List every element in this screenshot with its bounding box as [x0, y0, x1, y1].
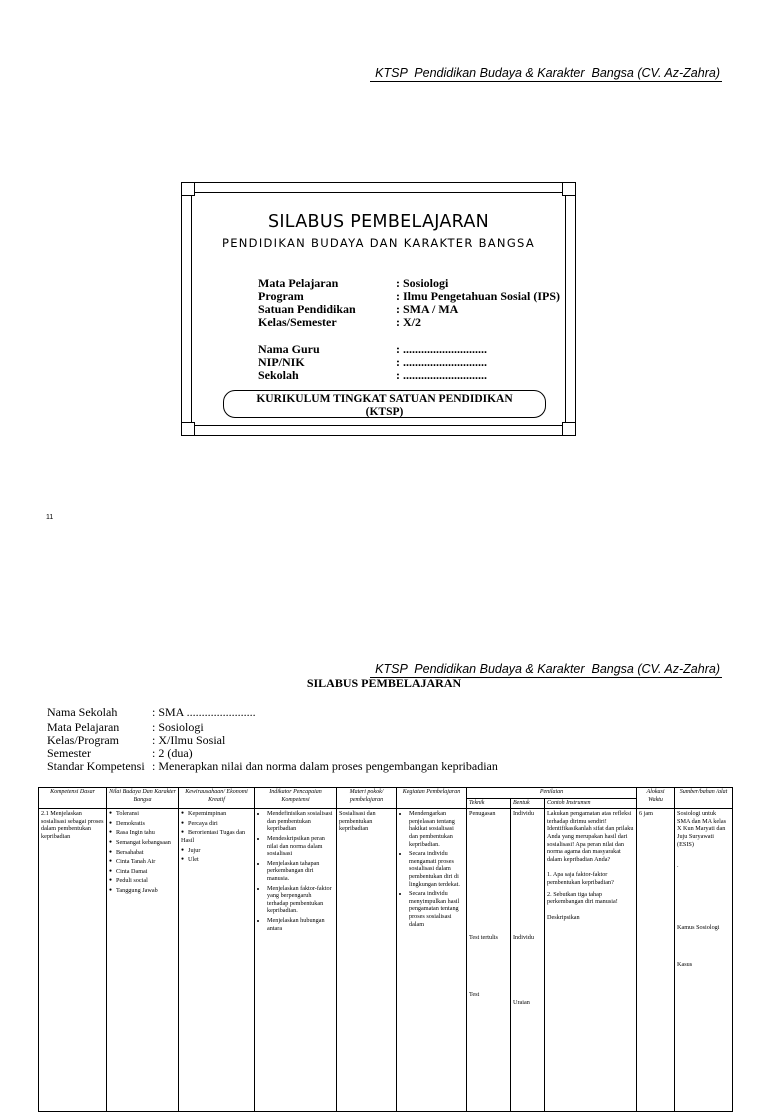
syllabus-title: SILABUS PEMBELAJARAN: [306, 676, 462, 690]
contoh-item: Lakukan pengamatan atas refleksi terhadap dirimu sendiri! Identifikasikanlah sifat dan prilaku Anda yang merupakan hasil dari sosialisasi! Apa peran nilai dan norma agama dan masyarakat dalam kepribadian Anda?: [547, 810, 634, 863]
document-header: KTSP Pendidikan Budaya & Karakter Bangsa (CV. Az-Zahra): [375, 66, 720, 80]
bentuk-item: Individu: [513, 933, 534, 941]
spacer: [547, 863, 634, 871]
cell-kegiatan: [397, 809, 467, 1112]
list-item: • Menjelaskan hubungan antara: [267, 917, 334, 932]
info-value: : Menerapkan nilai dan norma dalam proses pengembangan kepribadian: [152, 759, 498, 773]
cell-materi: Sosialisasi dan pembentukan kepribadian: [337, 809, 397, 1112]
list-item: ● Tanggung Jawab: [109, 887, 176, 895]
teknik-item: Penugasan: [469, 810, 496, 818]
document-header: KTSP Pendidikan Budaya & Karakter Bangsa (CV. Az-Zahra): [375, 662, 720, 676]
col-header-sumber: Sumber/bahan /alat: [675, 788, 733, 809]
teknik-item: Test: [469, 991, 480, 999]
field-value: : X/2: [396, 315, 421, 329]
list-item: ● Toleransi: [109, 810, 176, 818]
list-item: ● Cinta Damai: [109, 868, 176, 876]
col-header-nilai: Nilai Budaya Dan Karakter Bangsa: [107, 788, 179, 809]
list-item: • Mendeskripsikan peran nilai dan norma dalam sosialisasi: [267, 835, 334, 858]
list-item: ● Peduli social: [109, 877, 176, 885]
list-item: • Menjelaskan faktor-faktor yang berpengaruh terhadap pembentukan kepribadian.: [267, 885, 334, 915]
col-header-materi: Materi pokok/ pembelajaran: [337, 788, 397, 809]
teknik-item: Test tertulis: [469, 933, 498, 941]
contoh-item: 2. Sebutkan tiga tahap perkembangan diri manusia!: [547, 890, 618, 906]
info-value: : X/Ilmu Sosial: [152, 733, 226, 747]
spacer: [547, 906, 634, 914]
sumber-item: .: [677, 862, 679, 870]
frame-corner: [181, 182, 195, 196]
spacer: [513, 818, 542, 934]
table-header-row: [39, 788, 733, 799]
ktsp-line-2: (KTSP): [365, 406, 404, 418]
list-item: ● Rasa Ingin tahu: [109, 829, 176, 837]
info-value: : Sosiologi: [152, 720, 204, 734]
contoh-item: Deskripsikan: [547, 913, 580, 921]
field-label: NIP/NIK: [258, 355, 305, 369]
field-value: : ............................: [396, 342, 487, 356]
list-item: ● Jujur: [181, 847, 252, 855]
syllabus-table: [38, 787, 733, 1112]
field-label: Nama Guru: [258, 342, 320, 356]
info-value: : 2 (dua): [152, 746, 193, 760]
list-item: • Secara individu mengamati proses sosialisasi dalam pembentukan diri di lingkungan terdekat.: [409, 850, 464, 888]
page-number: 11: [46, 514, 54, 521]
sumber-item: Kamus Sosiologi: [677, 923, 720, 931]
field-value: : ............................: [396, 355, 487, 369]
col-header-kewirausahaan: Kewirausahaan/ Ekonomi Kreatif: [179, 788, 255, 809]
list-item: ● Berorientasi Tugas dan Hasil: [181, 829, 252, 844]
spacer: [513, 941, 542, 999]
sumber-item: Sosiologi untuk SMA dan MA kelas X Kun Maryati dan Juju Suryawati (ESIS): [677, 810, 727, 848]
spacer: [469, 941, 508, 991]
info-label: Semester: [47, 746, 91, 760]
info-label: Kelas/Program: [47, 733, 119, 747]
spacer: [677, 931, 730, 961]
info-label: Nama Sekolah: [47, 705, 118, 719]
field-label: Satuan Pendidikan: [258, 302, 356, 316]
field-label: Sekolah: [258, 368, 299, 382]
list-item: ● Demokratis: [109, 820, 176, 828]
list-item: • Mendengarkan penjelasan tentang hakikat sosialisasi dan pembentukan kepribadian.: [409, 810, 464, 848]
bentuk-item: Individu: [513, 810, 534, 818]
col-header-indikator: Indikator Pencapaian Kompetensi: [255, 788, 337, 809]
list-item: ● Ulet: [181, 856, 252, 864]
frame-corner: [562, 422, 576, 436]
ktsp-line-1: KURIKULUM TINGKAT SATUAN PENDIDIKAN: [256, 393, 513, 405]
cell-teknik: [467, 809, 511, 1112]
table-row: [39, 809, 733, 1112]
col-header-penilaian: Penilaian: [467, 788, 637, 799]
bentuk-item: Uraian: [513, 999, 530, 1007]
cell-alokasi: 6 jam: [637, 809, 675, 1112]
list-item: ● Cinta Tanah Air: [109, 858, 176, 866]
field-value: : Ilmu Pengetahuan Sosial (IPS): [396, 289, 561, 303]
spacer: [677, 870, 730, 924]
col-header-kegiatan: Kegiatan Pembelajaran: [397, 788, 467, 809]
field-value: : Sosiologi: [396, 276, 449, 290]
field-label: Mata Pelajaran: [258, 276, 339, 290]
sumber-item: Kasus: [677, 961, 693, 969]
field-label: Program: [258, 289, 304, 303]
list-item: • Menjelaskan tahapan perkembangan diri manusia.: [267, 860, 334, 883]
col-header-kd: Kompetensi Dasar: [39, 788, 107, 809]
list-item: ● Semangat kebangsaan: [109, 839, 176, 847]
field-value: : SMA / MA: [396, 302, 459, 316]
spacer: [677, 848, 730, 862]
list-item: ● Bersahabat: [109, 849, 176, 857]
header-rule: [370, 81, 722, 82]
list-item: ● Percaya diri: [181, 820, 252, 828]
col-header-bentuk: Bentuk: [511, 798, 545, 809]
list-item: • Secara individu menyimpulkan hasil pengamatan tentang proses sosialisasi dalam: [409, 890, 464, 928]
frame-corner: [181, 422, 195, 436]
info-value: : SMA .......................: [152, 705, 256, 719]
field-label: Kelas/Semester: [258, 315, 337, 329]
cell-nilai: [107, 809, 179, 1112]
cover-title: SILABUS PEMBELAJARAN: [267, 212, 490, 232]
cell-sumber: [675, 809, 733, 1112]
list-item: ● Kepemimpinan: [181, 810, 252, 818]
col-header-teknik: Teknik: [467, 798, 511, 809]
info-label: Standar Kompetensi: [47, 759, 145, 773]
cell-kewirausahaan: [179, 809, 255, 1112]
frame-corner: [562, 182, 576, 196]
field-value: : ............................: [396, 368, 487, 382]
contoh-item: 1. Apa saja faktor-faktor pembentukan kepribadian?: [547, 871, 614, 886]
info-label: Mata Pelajaran: [47, 720, 120, 734]
cell-contoh: [545, 809, 637, 1112]
spacer: [469, 818, 508, 934]
cover-subtitle: PENDIDIKAN BUDAYA DAN KARAKTER BANGSA: [221, 236, 536, 250]
col-header-alokasi: Alokasi Waktu: [637, 788, 675, 809]
list-item: • Mendefinisikan sosialisasi dan pembentukan kepribadian: [267, 810, 334, 833]
col-header-contoh: Contoh Instrumen: [545, 798, 637, 809]
cell-indikator: [255, 809, 337, 1112]
cell-kd: 2.1 Menjelaskan sosialisasi sebagai proses dalam pembentukan kepribadian: [39, 809, 107, 1112]
cell-bentuk: [511, 809, 545, 1112]
ktsp-banner: [223, 390, 546, 418]
